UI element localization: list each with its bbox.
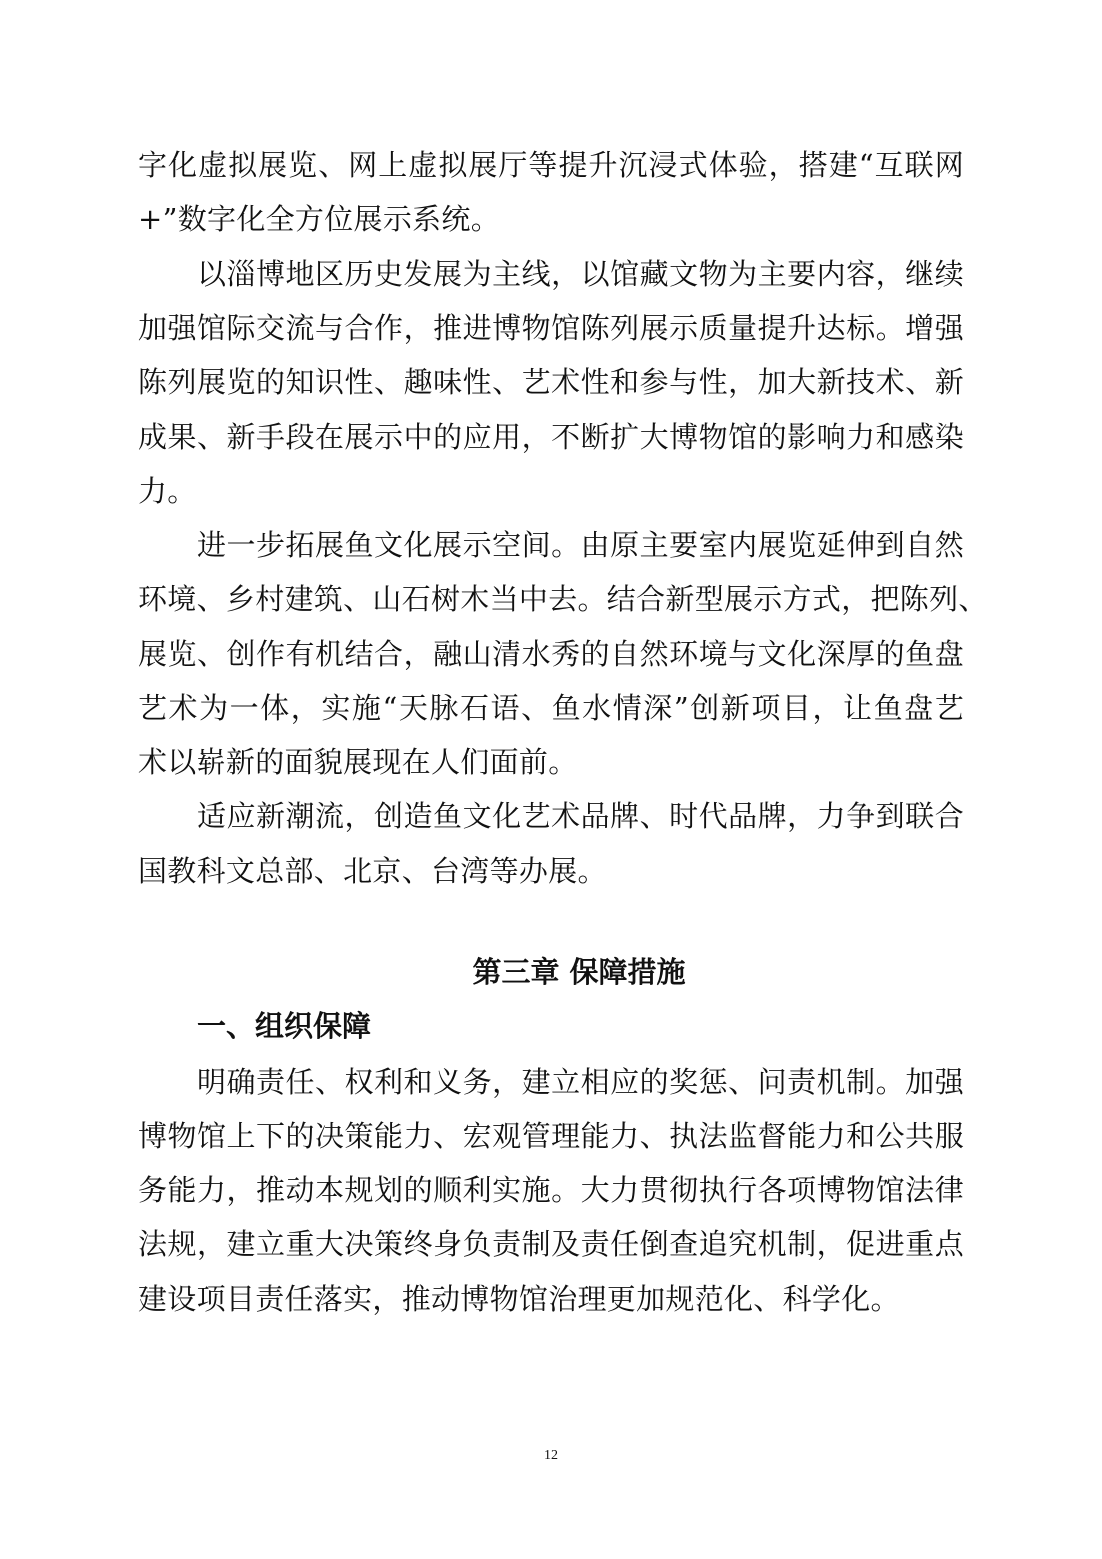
text-line: 建设项目责任落实，推动博物馆治理更加规范化、科学化。 — [138, 1282, 900, 1316]
text-line: 博物馆上下的决策能力、宏观管理能力、执法监督能力和公共服 — [138, 1119, 964, 1153]
chapter-title: 第三章 保障措施 — [472, 955, 686, 989]
text-line: 明确责任、权利和义务，建立相应的奖惩、问责机制。加强 — [197, 1065, 964, 1099]
text-line: 进一步拓展鱼文化展示空间。由原主要室内展览延伸到自然 — [197, 528, 964, 562]
text-line: 务能力，推动本规划的顺利实施。大力贯彻执行各项博物馆法律 — [138, 1173, 964, 1207]
text-line: 加强馆际交流与合作，推进博物馆陈列展示质量提升达标。增强 — [138, 311, 964, 345]
text-line: 以淄博地区历史发展为主线，以馆藏文物为主要内容，继续 — [197, 257, 964, 291]
text-line: 成果、新手段在展示中的应用，不断扩大博物馆的影响力和感染 — [138, 420, 964, 454]
page-number: 12 — [544, 1448, 558, 1463]
text-line: 字化虚拟展览、网上虚拟展厅等提升沉浸式体验，搭建“互联网 — [138, 148, 964, 182]
text-line: 环境、乡村建筑、山石树木当中去。结合新型展示方式，把陈列、 — [138, 582, 988, 616]
text-line: 术以崭新的面貌展现在人们面前。 — [138, 745, 578, 779]
text-line: 力。 — [138, 474, 197, 508]
text-line: 陈列展览的知识性、趣味性、艺术性和参与性，加大新技术、新 — [138, 365, 964, 399]
text-line: 适应新潮流，创造鱼文化艺术品牌、时代品牌，力争到联合 — [197, 799, 964, 833]
text-line: 艺术为一体，实施“天脉石语、鱼水情深”创新项目，让鱼盘艺 — [138, 691, 964, 725]
section-title: 一、组织保障 — [197, 1009, 372, 1043]
text-line: 展览、创作有机结合，融山清水秀的自然环境与文化深厚的鱼盘 — [138, 637, 964, 671]
text-line: 国教科文总部、北京、台湾等办展。 — [138, 854, 607, 888]
text-line: +”数字化全方位展示系统。 — [138, 202, 501, 236]
text-line: 法规，建立重大决策终身负责制及责任倒查追究机制，促进重点 — [138, 1227, 964, 1261]
